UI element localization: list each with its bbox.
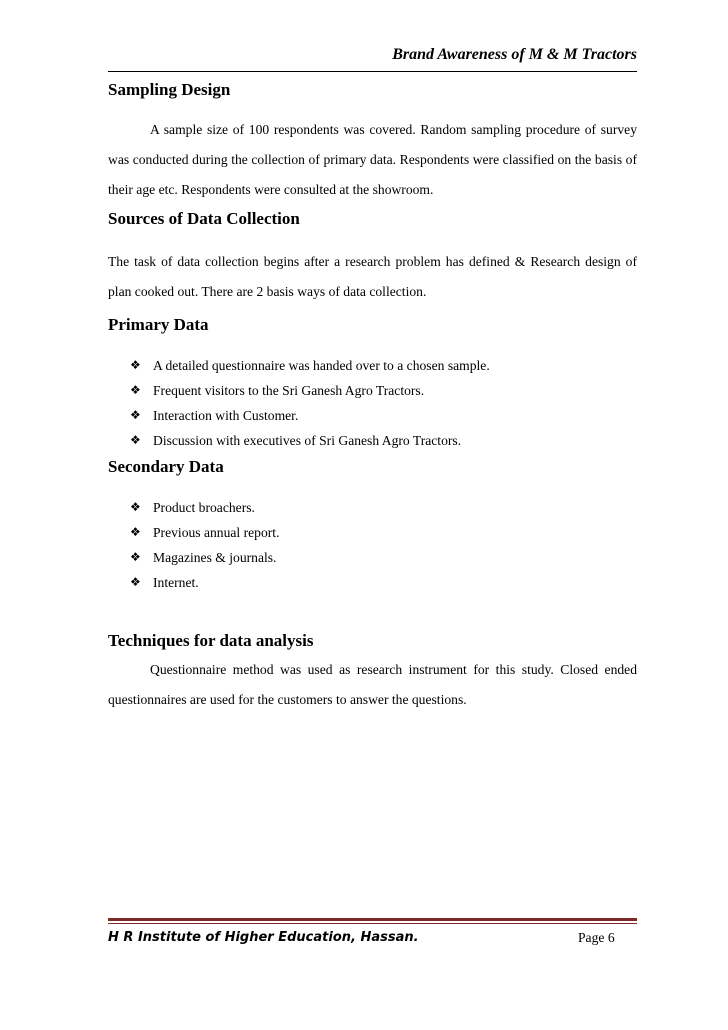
list-item: ❖ Product broachers. [108, 495, 637, 520]
footer-divider-thin [108, 923, 637, 924]
list-item: ❖ A detailed questionnaire was handed over to a chosen sample. [108, 353, 637, 378]
diamond-bullet-icon: ❖ [130, 433, 141, 447]
section-heading: Secondary Data [108, 457, 224, 476]
list-item: ❖ Previous annual report. [108, 520, 637, 545]
running-header: Brand Awareness of M & M Tractors [392, 46, 637, 63]
secondary-data-list [108, 495, 637, 595]
diamond-bullet-icon: ❖ [130, 500, 141, 514]
diamond-bullet-icon: ❖ [130, 575, 141, 589]
section-sources [108, 209, 637, 229]
list-item: ❖ Discussion with executives of Sri Ganesh Agro Tractors. [108, 428, 637, 453]
primary-list-wrap [108, 353, 637, 453]
diamond-bullet-icon: ❖ [130, 408, 141, 422]
diamond-bullet-icon: ❖ [130, 383, 141, 397]
section-heading: Sampling Design [108, 80, 231, 99]
list-item: ❖ Interaction with Customer. [108, 403, 637, 428]
list-item: ❖ Magazines & journals. [108, 545, 637, 570]
secondary-list-wrap [108, 495, 637, 595]
section-techniques [108, 631, 637, 651]
section-secondary-data [108, 457, 637, 477]
sampling-paragraph-wrap [108, 115, 637, 205]
header-divider [108, 71, 637, 72]
page-number: Page 6 [578, 930, 615, 945]
sources-paragraph: The task of data collection begins after a research problem has defined & Research design of plan cooked out. There are 2 basis ways of data collection. [108, 254, 637, 299]
primary-data-list [108, 353, 637, 453]
section-sampling-design [108, 80, 637, 100]
section-heading: Sources of Data Collection [108, 209, 300, 228]
section-heading: Techniques for data analysis [108, 631, 314, 650]
diamond-bullet-icon: ❖ [130, 525, 141, 539]
section-heading: Primary Data [108, 315, 209, 334]
footer-institute: H R Institute of Higher Education, Hassan. [108, 930, 419, 945]
section-primary-data [108, 315, 637, 335]
techniques-paragraph: Questionnaire method was used as research instrument for this study. Closed ended questionnaires are used for the customers to answer the questions. [108, 662, 637, 707]
sources-paragraph-wrap [108, 247, 637, 307]
diamond-bullet-icon: ❖ [130, 550, 141, 564]
list-item: ❖ Internet. [108, 570, 637, 595]
sampling-paragraph: A sample size of 100 respondents was covered. Random sampling procedure of survey was conducted during the collection of primary data. Respondents were classified on the basis of their age etc. Respondents were consulted at the showroom. [108, 122, 637, 197]
footer-divider-thick [108, 918, 637, 921]
techniques-paragraph-wrap [108, 655, 637, 715]
diamond-bullet-icon: ❖ [130, 358, 141, 372]
list-item: ❖ Frequent visitors to the Sri Ganesh Agro Tractors. [108, 378, 637, 403]
